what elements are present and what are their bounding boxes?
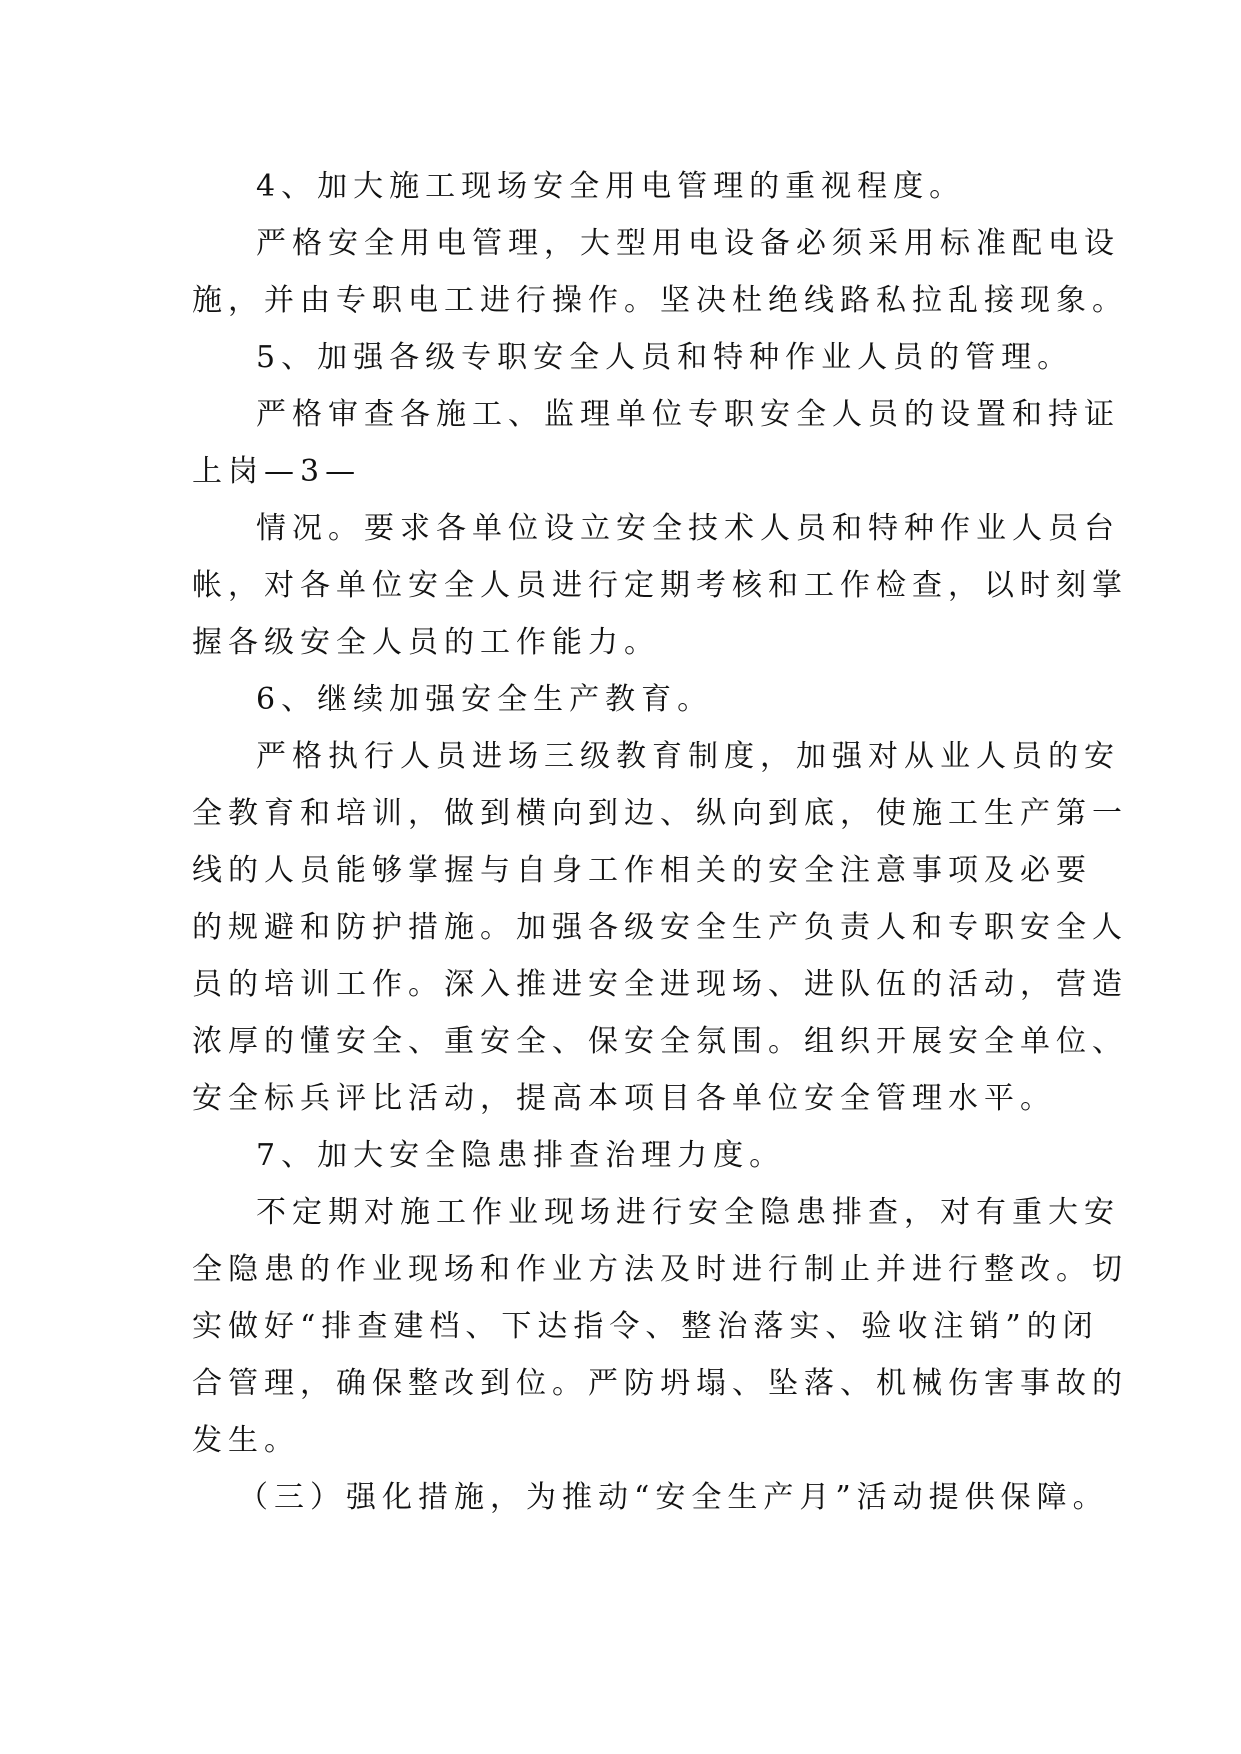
paragraph-line: 浓厚的懂安全、重安全、保安全氛围。组织开展安全单位、: [192, 1024, 1128, 1059]
page-number-line: 上岗—3—: [192, 454, 362, 489]
paragraph-line: 握各级安全人员的工作能力。: [192, 625, 660, 660]
paragraph-line: 安全标兵评比活动，提高本项目各单位安全管理水平。: [192, 1081, 1056, 1116]
paragraph-line: 发生。: [192, 1423, 300, 1458]
paragraph-line: 合管理，确保整改到位。严防坍塌、坠落、机械伤害事故的: [192, 1366, 1128, 1401]
section-heading-4: 4、加大施工现场安全用电管理的重视程度。: [256, 169, 966, 204]
paragraph-line: 施，并由专职电工进行操作。坚决杜绝线路私拉乱接现象。: [192, 283, 1128, 318]
paragraph-line: 全隐患的作业现场和作业方法及时进行制止并进行整改。切: [192, 1252, 1128, 1287]
section-heading-3: （三）强化措施，为推动“安全生产月”活动提供保障。: [238, 1480, 1109, 1515]
section-heading-5: 5、加强各级专职安全人员和特种作业人员的管理。: [256, 340, 1074, 375]
paragraph-line: 帐，对各单位安全人员进行定期考核和工作检查，以时刻掌: [192, 568, 1128, 603]
paragraph-line: 实做好“排查建档、下达指令、整治落实、验收注销”的闭: [192, 1309, 1099, 1344]
paragraph-line: 严格审查各施工、监理单位专职安全人员的设置和持证: [256, 397, 1120, 432]
document-body: [192, 158, 1128, 1526]
paragraph-line: 不定期对施工作业现场进行安全隐患排查，对有重大安: [256, 1195, 1120, 1230]
paragraph-line: 严格安全用电管理，大型用电设备必须采用标准配电设: [256, 226, 1120, 261]
paragraph-line: 情况。要求各单位设立安全技术人员和特种作业人员台: [256, 511, 1120, 546]
section-heading-7: 7、加大安全隐患排查治理力度。: [256, 1138, 786, 1173]
paragraph-line: 的规避和防护措施。加强各级安全生产负责人和专职安全人: [192, 910, 1128, 945]
section-heading-6: 6、继续加强安全生产教育。: [256, 682, 714, 717]
paragraph-line: 员的培训工作。深入推进安全进现场、进队伍的活动，营造: [192, 967, 1128, 1002]
paragraph-line: 线的人员能够掌握与自身工作相关的安全注意事项及必要: [192, 853, 1092, 888]
paragraph-line: 全教育和培训，做到横向到边、纵向到底，使施工生产第一: [192, 796, 1128, 831]
paragraph-line: 严格执行人员进场三级教育制度，加强对从业人员的安: [256, 739, 1120, 774]
